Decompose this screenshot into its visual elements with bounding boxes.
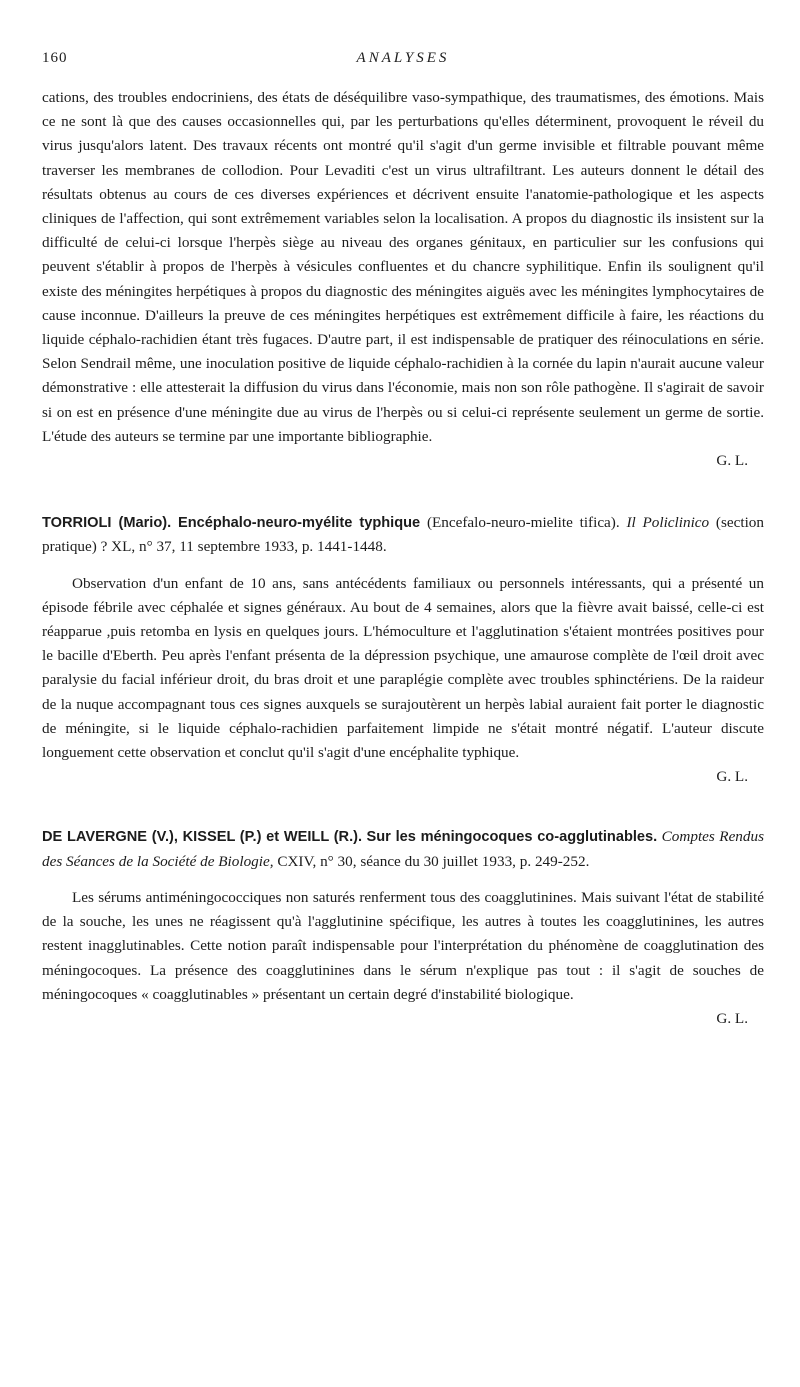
review-citation-post: (section pratique) ? XL, n° 37, 11 septembre 1933, p. 1441-1448.	[42, 514, 764, 556]
review-torrioli	[42, 511, 764, 789]
review-body-text: Observation d'un enfant de 10 ans, sans antécédents familiaux ou personnels intéressants, qui a présenté un épisode fébrile avec céphalée et signes généraux. Au bout de 4 semaines, alors que la fièvre avait baissé, celle-ci est réapparue ,puis retomba en lysis en quelques jours. L'hémoculture et l'agglutination s'étaient montrées positives pour le bacille d'Eberth. Peu après l'enfant présenta de la dépression psychique, une amaurose complète de l'œil droit avec paralysie du facial inférieur droit, du bras droit et une paraplégie complète avec troubles sphinctériens. De la raideur de la nuque accompagnant tous ces signes auxquels se surajoutèrent un herpès labial auraient fait porter le diagnostic de méningite, si le liquide céphalo-rachidien parfaitement limpide ne s'était montré négatif. L'auteur discute longuement cette observation et conclut qu'il s'agit d'une encéphalite typhique.	[42, 574, 764, 762]
continued-review	[42, 86, 764, 473]
section-title: ANALYSES	[356, 50, 450, 66]
review-citation-post: CXIV, n° 30, séance du 30 juillet 1933, p. 249-252.	[277, 852, 590, 870]
running-head	[42, 50, 764, 70]
review-body-text: Les sérums antiméningococciques non saturés renferment tous des coagglutinines. Mais suivant l'état de stabilité de la souche, les unes ne réagissent qu'à l'agglutinine spécifique, les autres à toutes les coagglutinines, les autres restent inagglutinables. Cette notion paraît indispensable pour l'interprétation du phénomène de coagglutination des méningocoques. La présence des coagglutinines dans le sérum n'explique pas tout : il s'agit de souches de méningocoques « coagglutinables » présentant un certain degré d'instabilité biologique.	[42, 888, 764, 1003]
review-title: Encéphalo-neuro-myélite typhique	[177, 515, 421, 532]
review-heading	[42, 825, 764, 873]
page-body	[42, 86, 764, 1031]
review-authors: TORRIOLI (Mario).	[42, 515, 172, 532]
review-de-lavergne	[42, 825, 764, 1031]
review-body-text: cations, des troubles endocriniens, des états de déséquilibre vaso-sympathique, des traumatismes, des émotions. Mais ce ne sont là que des causes occasionnelles qui, par les perturbations qu'elles déterminent, provoquent le réveil du virus jusqu'alors latent. Des travaux récents ont montré qu'il s'agit d'un germe invisible et filtrable pouvant même traverser les membranes de collodion. Pour Levaditi c'est un virus ultrafiltrant. Les auteurs donnent le détail des résultats obtenus au cours de ces diverses expériences et décrivent ensuite l'anatomie-pathologique et les aspects cliniques de l'affection, qui sont extrêmement variables selon la localisation. A propos du diagnostic ils insistent sur la difficulté de celui-ci lorsque l'herpès siège au niveau des organes génitaux, en particulier sur les confusions qui peuvent s'établir à propos de l'herpès à vésicules confluentes et du chancre syphilitique. Enfin ils soulignent qu'il existe des méningites herpétiques à propos du diagnostic des méningites aiguës avec les méningites lymphocytaires de cause inconnue. D'ailleurs la preuve de ces méningites herpétiques est extrêmement difficile à faire, les réactions du liquide céphalo-rachidien étant très fugaces. D'autre part, il est indispensable de pratiquer des réinoculations en série. Selon Sendrail même, une inoculation positive de liquide céphalo-rachidien à la cornée du lapin n'aurait aucune valeur démonstrative : elle attesterait la diffusion du virus dans l'économie, mais non son rôle pathogène. Il s'agirait de savoir si on est en présence d'une méningite due au virus de l'herpès ou si celui-ci représente seulement un germe de sortie. L'étude des auteurs se termine par une importante bibliographie.	[42, 89, 764, 445]
review-title: Sur les méningocoques co-agglutinables.	[366, 829, 658, 846]
review-authors: DE LAVERGNE (V.), KISSEL (P.) et WEILL (R.).	[42, 829, 363, 846]
review-citation-pre: (Encefalo-neuro-mielite tifica).	[426, 514, 620, 532]
review-journal: Comptes Rendus des Séances de la Société de Biologie,	[42, 828, 764, 870]
review-heading	[42, 511, 764, 559]
page-number: 160	[42, 50, 68, 66]
review-journal: Il Policlinico	[626, 514, 710, 532]
review-signature: G. L.	[716, 768, 748, 786]
review-signature: G. L.	[716, 452, 748, 470]
review-signature: G. L.	[716, 1009, 748, 1027]
